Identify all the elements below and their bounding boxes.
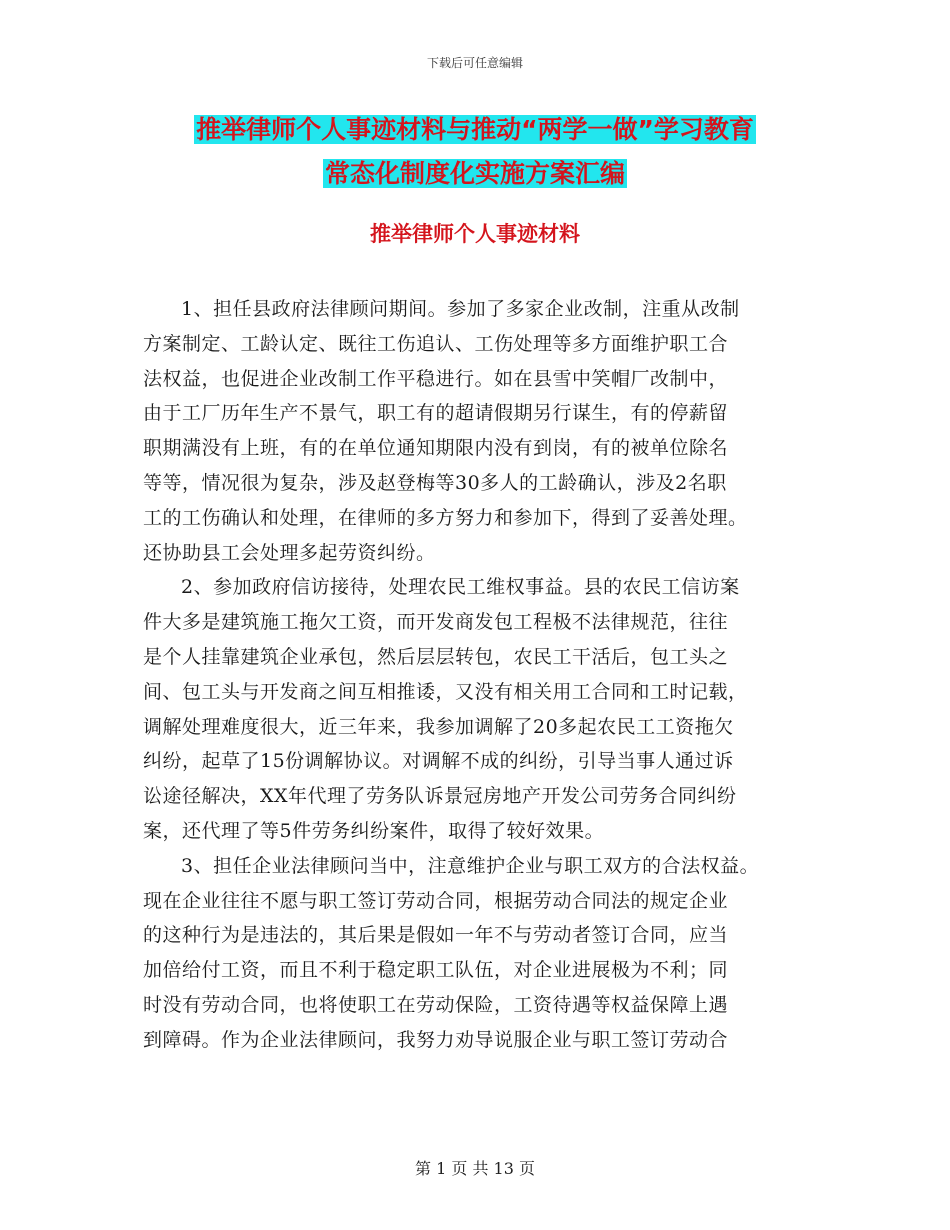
paragraph-3-line: 加倍给付工资，而且不利于稳定职工队伍，对企业进展极为不利；同 (143, 959, 729, 982)
paragraph-1-line: 方案制定、工龄认定、既往工伤追认、工伤处理等多方面维护职工合 (143, 332, 729, 355)
document-title-line-2 (0, 156, 950, 192)
title-highlight-2: 常态化制度化实施方案汇编 (324, 159, 625, 188)
paragraph-2-line: 是个人挂靠建筑企业承包，然后层层转包，农民工干活后，包工头之 (143, 645, 729, 668)
paragraph-1-line: 等等，情况很为复杂，涉及赵登梅等30多人的工龄确认，涉及2名职 (143, 471, 727, 494)
page-footer: 第 1 页 共 13 页 (415, 1159, 535, 1178)
paragraph-1-line: 还协助县工会处理多起劳资纠纷。 (143, 541, 436, 564)
paragraph-1-line: 职期满没有上班，有的在单位通知期限内没有到岗，有的被单位除名 (143, 437, 729, 460)
paragraph-1-line: 工的工伤确认和处理，在律师的多方努力和参加下，得到了妥善处理。 (143, 506, 748, 529)
document-title-line-1 (0, 112, 950, 148)
paragraph-2-line: 间、包工头与开发商之间互相推诿，又没有相关用工合同和工时记载， (143, 680, 748, 703)
paragraph-1-line: 法权益，也促进企业改制工作平稳进行。如在县雪中笑帽厂改制中， (143, 367, 729, 390)
paragraph-1-line: 1、担任县政府法律顾问期间。参加了多家企业改制，注重从改制 (181, 298, 740, 320)
paragraph-1-line: 由于工厂历年生产不景气，职工有的超请假期另行谋生，有的停薪留 (143, 402, 729, 425)
paragraph-2-line: 件大多是建筑施工拖欠工资，而开发商发包工程极不法律规范，往往 (143, 611, 729, 634)
paragraph-3-line: 的这种行为是违法的，其后果是假如一年不与劳动者签订合同，应当 (143, 924, 729, 947)
paragraph-3-line: 3、担任企业法律顾问当中，注意维护企业与职工双方的合法权益。 (181, 854, 760, 877)
paragraph-2-line: 纠纷，起草了15份调解协议。对调解不成的纠纷，引导当事人通过诉 (143, 750, 734, 773)
paragraph-2-line: 2、参加政府信访接待，处理农民工维权事益。县的农民工信访案 (181, 576, 740, 599)
paragraph-2-line: 调解处理难度很大，近三年来，我参加调解了20多起农民工工资拖欠 (143, 715, 734, 738)
paragraph-3-line: 时没有劳动合同，也将使职工在劳动保险，工资待遇等权益保障上遇 (143, 993, 729, 1016)
paragraph-2-line: 案，还代理了等5件劳务纠纷案件，取得了较好效果。 (143, 819, 605, 842)
section-heading: 推举律师个人事迹材料 (370, 222, 580, 246)
paragraph-3-line: 到障碍。作为企业法律顾问，我努力劝导说服企业与职工签订劳动合 (143, 1028, 729, 1051)
header-note: 下载后可任意编辑 (426, 56, 523, 70)
title-highlight-1: 推举律师个人事迹材料与推动“两学一做”学习教育 (196, 115, 754, 144)
body-text (143, 292, 823, 1058)
paragraph-3-line: 现在企业往往不愿与职工签订劳动合同，根据劳动合同法的规定企业 (143, 889, 729, 912)
paragraph-2-line: 讼途径解决，XX年代理了劳务队诉景冠房地产开发公司劳务合同纠纷 (143, 785, 737, 808)
